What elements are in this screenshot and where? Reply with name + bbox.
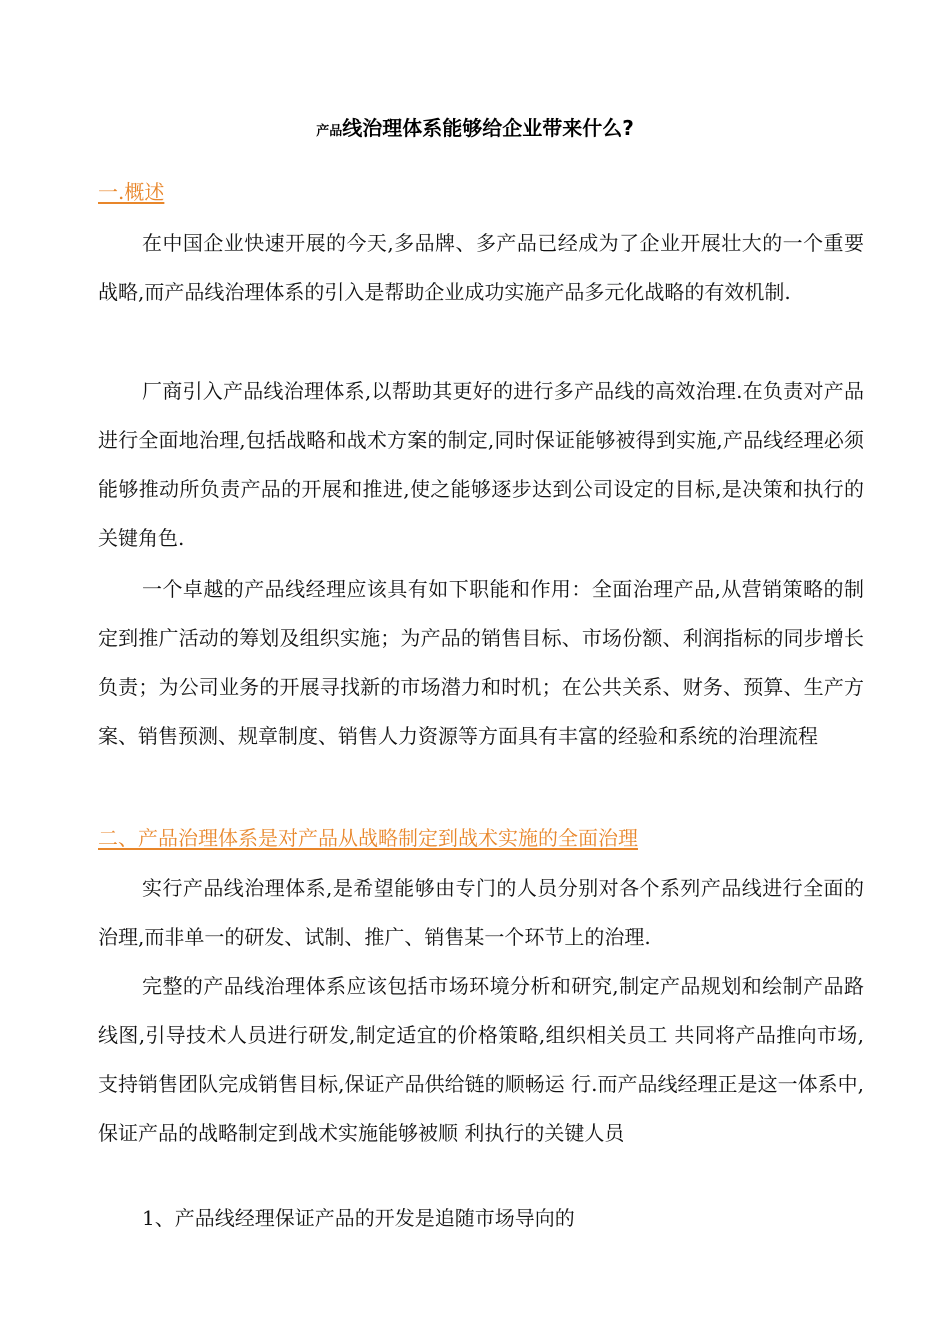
overview-paragraph-1: 在中国企业快速开展的今天,多品牌、多产品已经成为了企业开展壮大的一个重要战略,而产品线治理体系的引入是帮助企业成功实施产品多元化战略的有效机制.: [98, 231, 864, 304]
section-heading-management-system: 二、产品治理体系是对产品从战略制定到战术实施的全面治理: [98, 826, 638, 850]
management-list-item-1: 1、产品线经理保证产品的开发是追随市场导向的: [142, 1206, 575, 1230]
management-paragraph-2: 完整的产品线治理体系应该包括市场环境分析和研究,制定产品规划和绘制产品路线图,引导技术人员进行研发,制定适宜的价格策略,组织相关员工 共同将产品推向市场,支持销售团队完成销售目标,保证产品供给链的顺畅运 行.而产品线经理正是这一体系中,保证产品的战略制定到战术实施能够被顺 利执行的关键人员: [98, 974, 864, 1145]
overview-paragraph-3: 一个卓越的产品线经理应该具有如下职能和作用：全面治理产品,从营销策略的制定到推广活动的筹划及组织实施；为产品的销售目标、市场份额、利润指标的同步增长负责；为公司业务的开展寻找新的市场潜力和时机；在公共关系、财务、预算、生产方案、销售预测、规章制度、销售人力资源等方面具有丰富的经验和系统的治理流程: [98, 577, 864, 748]
section-heading-overview: 一.概述: [98, 180, 165, 204]
title-main: 线治理体系能够给企业带来什么?: [342, 116, 634, 140]
document-title: [0, 114, 950, 146]
management-paragraph-1: 实行产品线治理体系,是希望能够由专门的人员分别对各个系列产品线进行全面的治理,而非单一的研发、试制、推广、销售某一个环节上的治理.: [98, 876, 864, 949]
title-prefix: 产品: [316, 124, 343, 139]
overview-paragraph-2: 厂商引入产品线治理体系,以帮助其更好的进行多产品线的高效治理.在负责对产品进行全面地治理,包括战略和战术方案的制定,同时保证能够被得到实施,产品线经理必须能够推动所负责产品的开展和推进,使之能够逐步达到公司设定的目标,是决策和执行的关键角色.: [98, 379, 864, 550]
